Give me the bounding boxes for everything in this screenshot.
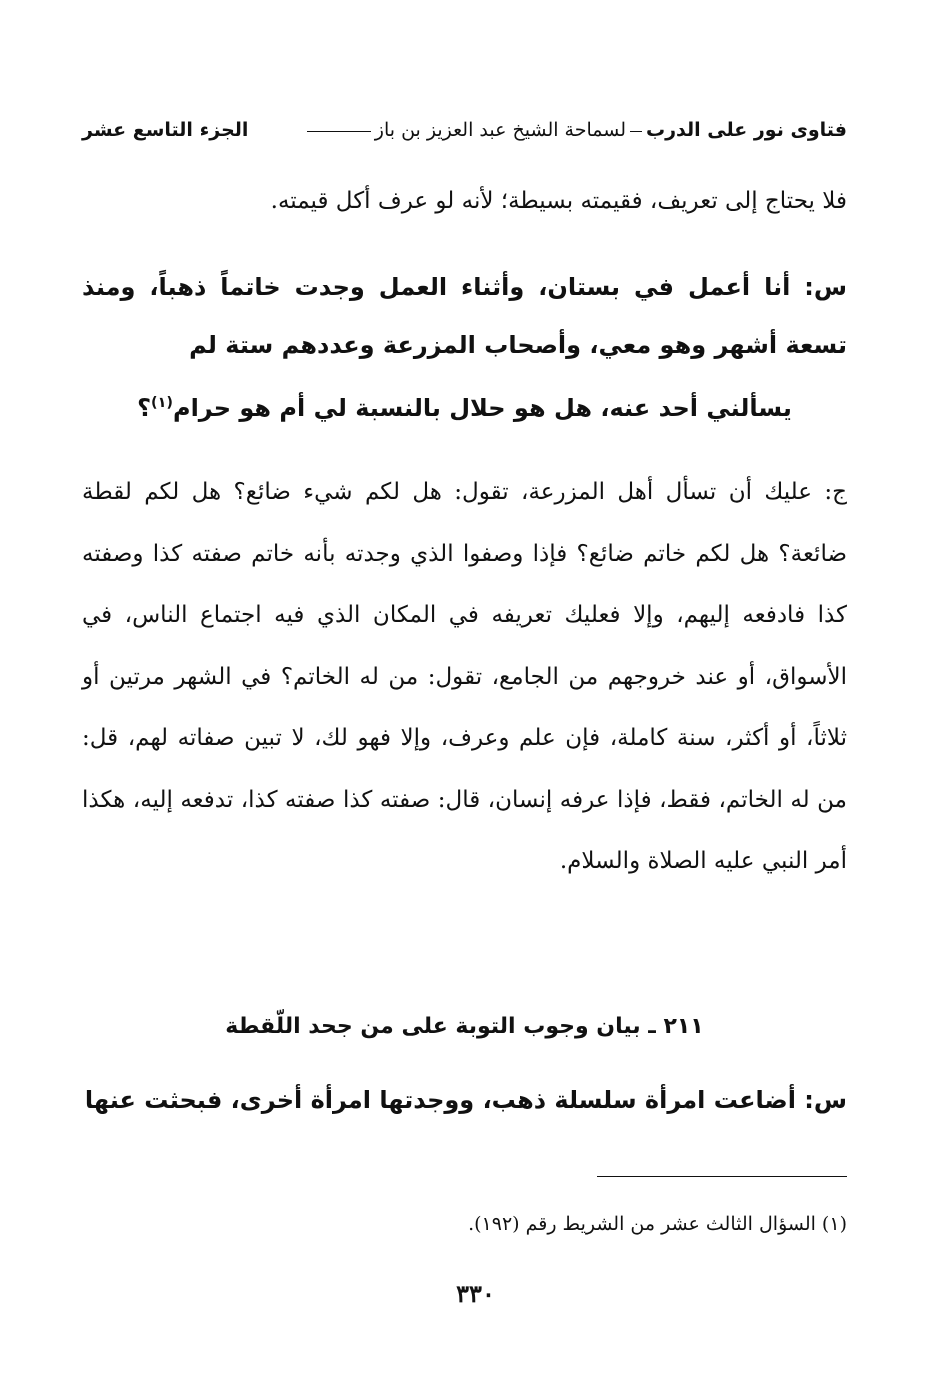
footnote-divider <box>597 1176 847 1177</box>
continuation-paragraph: فلا يحتاج إلى تعريف، فقيمته بسيطة؛ لأنه لو عرف أكل قيمته. <box>270 188 847 214</box>
second-question-paragraph: س: أضاعت امرأة سلسلة ذهب، ووجدتها امرأة أخرى، فبحثت عنها <box>84 1086 847 1114</box>
volume-label: الجزء التاسع عشر <box>82 119 249 141</box>
book-title: فتاوى نور على الدرب <box>646 119 847 141</box>
question-last-line <box>82 374 847 437</box>
question-text: س: أنا أعمل في بستان، وأثناء العمل وجدت خاتماً ذهباً، ومنذ تسعة أشهر وهو معي، وأصحاب المزرعة وعددهم ستة لم <box>82 273 847 359</box>
question-mark: ؟ <box>137 394 152 422</box>
answer-paragraph: ج: عليك أن تسأل أهل المزرعة، تقول: هل لكم شيء ضائع؟ هل لكم لقطة ضائعة؟ هل لكم خاتم ضائع؟ فإذا وصفوا الذي وجدته بأنه خاتم صفته كذا وصفته كذا فادفعه إليهم، وإلا فعليك تعريفه في المكان الذي فيه اجتماع الناس، في الأسواق، أو عند خروجهم من الجامع، تقول: من له الخاتم؟ في الشهر مرتين أو ثلاثاً، أو أكثر، سنة كاملة، فإن علم وعرف، وإلا فهو لك، لا تبين صفاته لهم، قل: من له الخاتم، فقط، فإذا عرفه إنسان، قال: صفته كذا صفته كذا، تدفعه إليه، هكذا أمر النبي عليه الصلاة والسلام. <box>82 479 847 874</box>
footnote: (١) السؤال الثالث عشر من الشريط رقم (١٩٢). <box>468 1213 847 1235</box>
header-separator <box>307 131 371 132</box>
running-header <box>82 112 847 148</box>
header-separator <box>630 131 642 132</box>
question-paragraph <box>82 258 847 437</box>
author-name: لسماحة الشيخ عبد العزيز بن باز <box>374 119 626 141</box>
footnote-reference: (١) <box>151 395 173 411</box>
section-heading: ٢١١ ـ بيان وجوب التوبة على من جحد اللّقطة <box>225 1014 704 1039</box>
page-number: ٣٣٠ <box>456 1279 495 1308</box>
question-last-line-text: يسألني أحد عنه، هل هو حلال بالنسبة لي أم هو حرام <box>172 394 792 422</box>
